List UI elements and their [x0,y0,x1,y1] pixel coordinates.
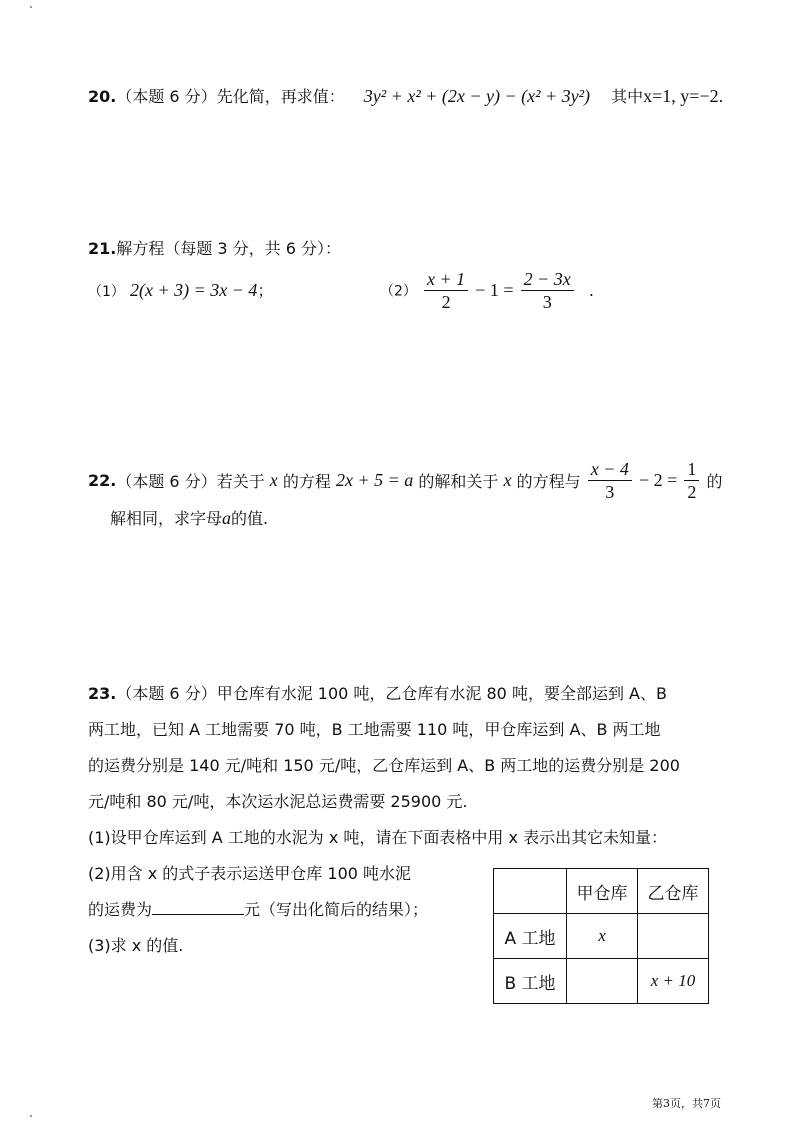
q23-number: 23. [88,684,117,703]
q22-equation-1: 2x + 5 = a [336,470,414,490]
q23-part2-text-a: 的运费为 [88,900,153,919]
q21-fraction-1 [424,268,468,313]
q23-line-4: 元/吨和 80 元/吨，本次运水泥总运费需要 25900 元. [88,792,468,811]
q20-expression: 3y² + x² + (2x − y) − (x² + 3y²) [363,86,591,106]
q21-part2 [380,268,594,313]
transport-table [493,868,709,1004]
q23-part3: (3)求 x 的值. [88,936,184,955]
question-21 [88,236,341,259]
table-row-label: A 工地 [494,914,567,959]
table-cell[interactable]: x [567,914,638,959]
q22-heading: （本题 6 分）若关于 [116,472,265,491]
q22-variable-x-2: x [503,470,512,490]
table-row [494,959,709,1004]
q22-fraction [588,458,632,503]
q21-part1-end: ； [257,281,274,300]
q20-condition-prefix: 其中 [611,87,644,106]
table-header-cell [494,869,567,914]
q23-line-3: 的运费分别是 140 元/吨和 150 元/吨，乙仓库运到 A、B 两工地的运费分别是 200 [88,756,680,775]
q23-line-5: (1)设甲仓库运到 A 工地的水泥为 x 吨，请在下面表格中用 x 表示出其它未知量： [88,828,668,847]
q23-line-1 [88,676,680,712]
q22-equation-middle: − 2 = [638,470,678,490]
q21-heading: 解方程（每题 3 分，共 6 分）： [116,239,342,258]
q22-half [684,458,699,503]
q22-text-1: 的方程 [282,472,331,491]
q21-part1-label: （1） [88,284,125,300]
q20-heading: （本题 6 分）先化简，再求值： [116,87,345,106]
table-header-cell: 甲仓库 [567,869,638,914]
table-cell[interactable] [567,959,638,1004]
q21-part2-label: （2） [380,283,417,300]
question-20 [88,84,723,107]
table-cell[interactable]: x + 10 [638,959,709,1004]
question-22-line-2 [110,506,268,529]
q20-condition: x=1, y=−2. [643,86,724,106]
q22-variable-x-1: x [269,470,278,490]
q22-text-4: 的 [706,472,723,491]
q21-part1-equation: 2(x + 3) = 3x − 4 [130,280,258,300]
q22-variable-a: a [222,508,232,528]
table-header-row [494,869,709,914]
q21-part2-end: . [588,281,594,300]
q21-fraction-1-denominator: 2 [441,292,451,312]
q21-number: 21. [88,239,117,258]
q22-line2-text-a: 解相同，求字母 [110,509,223,528]
q21-fraction-1-numerator: x + 1 [424,268,468,291]
table-header-cell: 乙仓库 [638,869,709,914]
q22-line2-text-b: 的值. [231,509,269,528]
corner-dot-top [30,6,32,8]
q23-part2-text-b: 元（写出化简后的结果）； [244,900,429,919]
q21-fraction-2 [521,268,574,313]
table-row-label: B 工地 [494,959,567,1004]
q22-half-numerator: 1 [684,458,699,481]
answer-blank[interactable] [152,896,244,915]
q21-fraction-2-numerator: 2 − 3x [521,268,574,291]
q21-part2-middle: − 1 = [475,280,514,300]
q23-text-line-1: （本题 6 分）甲仓库有水泥 100 吨，乙仓库有水泥 80 吨，要全部运到 A、B [116,684,667,703]
q22-text-3: 的方程与 [516,472,581,491]
q22-number: 22. [88,471,117,490]
q22-text-2: 的解和关于 [418,472,499,491]
question-22-line-1 [88,458,722,503]
q23-line-2: 两工地，已知 A 工地需要 70 吨，B 工地需要 110 吨，甲仓库运到 A、B 两工地 [88,720,661,739]
q21-part1 [88,278,273,301]
q22-half-denominator: 2 [687,482,697,502]
table-row [494,914,709,959]
q22-fraction-denominator: 3 [605,482,615,502]
q20-number: 20. [88,87,117,106]
q21-fraction-2-denominator: 3 [542,292,552,312]
page-footer: 第3页，共7页 [652,1097,721,1110]
table-cell[interactable] [638,914,709,959]
q22-fraction-numerator: x − 4 [588,458,632,481]
corner-dot-bottom [30,1115,32,1117]
q23-part2-line-1: (2)用含 x 的式子表示运送甲仓库 100 吨水泥 [88,864,412,883]
